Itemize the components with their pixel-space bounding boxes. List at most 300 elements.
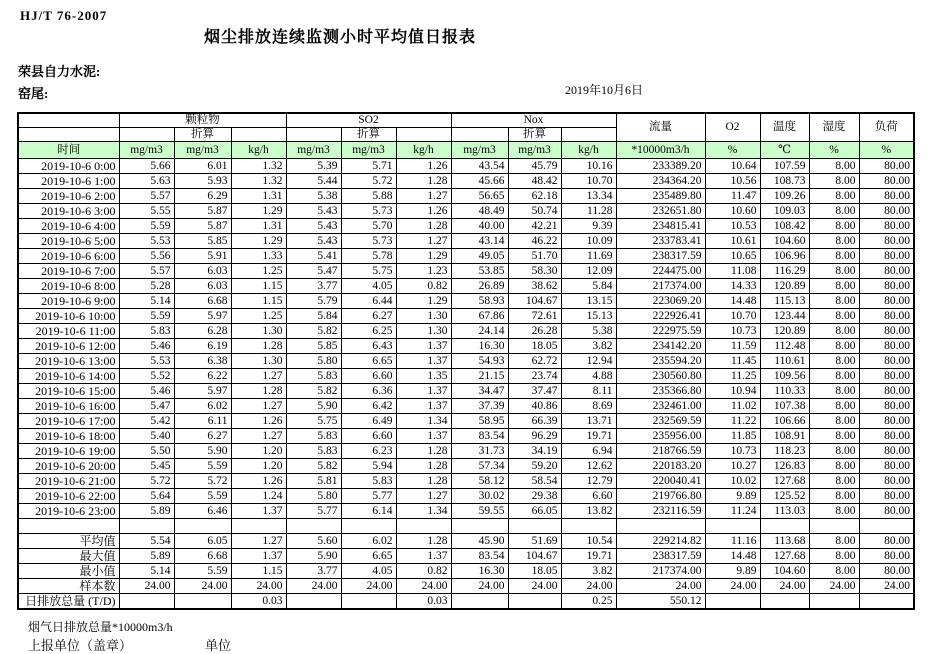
cell: 229214.82	[616, 534, 705, 549]
cell: 5.89	[119, 549, 174, 564]
cell: 230560.80	[616, 369, 705, 384]
cell: 8.00	[809, 459, 859, 474]
cell: 220040.41	[616, 474, 705, 489]
page-title: 烟尘排放连续监测小时平均值日报表	[204, 29, 477, 46]
cell: 1.37	[396, 354, 451, 369]
data-row	[18, 354, 914, 369]
cell: 10.61	[705, 234, 760, 249]
cell: 5.60	[286, 534, 341, 549]
cell: 5.85	[174, 234, 231, 249]
cell: 5.63	[119, 174, 174, 189]
row-label: 2019-10-6 19:00	[18, 444, 119, 459]
cell: 235366.80	[616, 384, 705, 399]
cell: 58.12	[451, 474, 508, 489]
cell: 1.25	[231, 309, 286, 324]
cell: 24.14	[451, 324, 508, 339]
empty-corner-cell	[18, 128, 119, 142]
cell: 5.73	[341, 234, 396, 249]
cell: 10.60	[705, 204, 760, 219]
cell: 14.48	[705, 549, 760, 564]
row-label: 样本数	[18, 579, 119, 594]
cell: 6.01	[174, 159, 231, 174]
unit-cell: mg/m3	[286, 142, 341, 159]
cell: 1.37	[231, 549, 286, 564]
row-label: 2019-10-6 10:00	[18, 309, 119, 324]
cell: 45.90	[451, 534, 508, 549]
col-group-particulate: 颗粒物	[119, 113, 286, 128]
cell: 6.94	[561, 444, 616, 459]
cell: 1.32	[231, 159, 286, 174]
report-date: 2019年10月6日	[565, 83, 644, 97]
cell: 5.83	[286, 444, 341, 459]
cell: 5.84	[286, 309, 341, 324]
cell: 5.42	[119, 414, 174, 429]
cell: 4.05	[341, 564, 396, 579]
cell: 127.68	[760, 474, 809, 489]
cell: 80.00	[859, 384, 914, 399]
cell: 6.28	[174, 324, 231, 339]
cell: 219766.80	[616, 489, 705, 504]
cell: 1.29	[396, 294, 451, 309]
cell: 5.90	[286, 399, 341, 414]
empty-cell	[561, 128, 616, 142]
cell: 235489.80	[616, 189, 705, 204]
row-label: 最小值	[18, 564, 119, 579]
data-row	[18, 249, 914, 264]
cell: 11.28	[561, 204, 616, 219]
cell: 5.89	[119, 504, 174, 519]
cell: 6.22	[174, 369, 231, 384]
cell: 1.27	[231, 429, 286, 444]
cell: 6.68	[174, 294, 231, 309]
cell: 6.60	[561, 489, 616, 504]
cell: 83.54	[451, 549, 508, 564]
cell: 96.29	[508, 429, 561, 444]
cell: 6.38	[174, 354, 231, 369]
data-row	[18, 444, 914, 459]
cell: 5.39	[286, 159, 341, 174]
cell: 109.03	[760, 204, 809, 219]
summary-row	[18, 534, 914, 549]
cell: 6.60	[341, 369, 396, 384]
cell: 8.00	[809, 249, 859, 264]
cell	[119, 594, 174, 610]
row-label: 2019-10-6 3:00	[18, 204, 119, 219]
cell: 80.00	[859, 294, 914, 309]
cell: 1.25	[231, 264, 286, 279]
cell: 10.70	[705, 309, 760, 324]
cell: 6.25	[341, 324, 396, 339]
cell: 1.37	[396, 384, 451, 399]
cell: 550.12	[616, 594, 705, 610]
cell: 13.71	[561, 414, 616, 429]
row-label: 平均值	[18, 534, 119, 549]
cell: 5.45	[119, 459, 174, 474]
cell: 6.49	[341, 414, 396, 429]
cell: 8.00	[809, 264, 859, 279]
cell: 13.82	[561, 504, 616, 519]
data-row	[18, 234, 914, 249]
unit-cell: mg/m3	[174, 142, 231, 159]
cell: 6.02	[341, 534, 396, 549]
unit-cell: kg/h	[561, 142, 616, 159]
cell: 1.34	[396, 414, 451, 429]
cell: 10.70	[561, 174, 616, 189]
cell: 5.94	[341, 459, 396, 474]
cell	[451, 519, 508, 534]
cell: 109.26	[760, 189, 809, 204]
cell: 10.65	[705, 249, 760, 264]
cell: 1.27	[396, 234, 451, 249]
cell: 59.55	[451, 504, 508, 519]
cell: 6.46	[174, 504, 231, 519]
cell: 1.28	[396, 474, 451, 489]
cell: 6.65	[341, 549, 396, 564]
cell: 10.02	[705, 474, 760, 489]
cell: 0.25	[561, 594, 616, 610]
unit-label: 单位	[205, 638, 232, 653]
unit-cell: %	[809, 142, 859, 159]
unit-cell: ℃	[760, 142, 809, 159]
cell: 1.15	[231, 279, 286, 294]
row-label: 2019-10-6 12:00	[18, 339, 119, 354]
emission-data-table	[17, 112, 915, 610]
row-label: 2019-10-6 14:00	[18, 369, 119, 384]
cell: 38.62	[508, 279, 561, 294]
cell: 34.19	[508, 444, 561, 459]
cell	[508, 594, 561, 610]
cell: 5.57	[119, 264, 174, 279]
cell: 10.53	[705, 219, 760, 234]
cell: 5.83	[341, 474, 396, 489]
cell: 8.00	[809, 354, 859, 369]
cell: 8.00	[809, 564, 859, 579]
cell: 1.29	[231, 234, 286, 249]
cell: 5.77	[286, 504, 341, 519]
cell: 8.00	[809, 174, 859, 189]
cell: 1.30	[396, 324, 451, 339]
cell: 232569.59	[616, 414, 705, 429]
cell: 66.39	[508, 414, 561, 429]
cell: 0.82	[396, 279, 451, 294]
cell: 104.67	[508, 549, 561, 564]
cell: 10.16	[561, 159, 616, 174]
cell: 11.24	[705, 504, 760, 519]
unit-cell: mg/m3	[508, 142, 561, 159]
cell: 6.03	[174, 264, 231, 279]
cell: 8.00	[809, 474, 859, 489]
cell	[396, 519, 451, 534]
cell: 1.37	[231, 504, 286, 519]
cell: 12.79	[561, 474, 616, 489]
data-row	[18, 204, 914, 219]
cell	[231, 519, 286, 534]
converted-label: 折算	[174, 128, 231, 142]
cell: 11.59	[705, 339, 760, 354]
cell: 220183.20	[616, 459, 705, 474]
cell: 1.34	[396, 504, 451, 519]
cell: 8.00	[809, 414, 859, 429]
cell: 24.00	[859, 579, 914, 594]
cell: 11.25	[705, 369, 760, 384]
row-label: 2019-10-6 17:00	[18, 414, 119, 429]
cell: 10.09	[561, 234, 616, 249]
cell: 5.97	[174, 309, 231, 324]
cell: 1.20	[231, 444, 286, 459]
cell: 12.09	[561, 264, 616, 279]
row-label: 2019-10-6 7:00	[18, 264, 119, 279]
unit-cell: mg/m3	[451, 142, 508, 159]
cell: 113.68	[760, 534, 809, 549]
cell: 5.41	[286, 249, 341, 264]
col-group-so2: SO2	[286, 113, 451, 128]
data-row	[18, 294, 914, 309]
cell: 10.64	[705, 159, 760, 174]
cell: 235956.00	[616, 429, 705, 444]
cell: 66.05	[508, 504, 561, 519]
cell: 51.70	[508, 249, 561, 264]
data-row	[18, 504, 914, 519]
cell: 6.19	[174, 339, 231, 354]
cell: 6.27	[174, 429, 231, 444]
data-row	[18, 459, 914, 474]
cell: 45.66	[451, 174, 508, 189]
cell: 24.00	[231, 579, 286, 594]
cell: 1.24	[231, 489, 286, 504]
cell: 5.81	[286, 474, 341, 489]
cell	[508, 519, 561, 534]
cell: 222975.59	[616, 324, 705, 339]
cell: 3.77	[286, 564, 341, 579]
cell: 233783.41	[616, 234, 705, 249]
cell: 5.91	[174, 249, 231, 264]
cell	[809, 594, 859, 610]
row-label: 2019-10-6 6:00	[18, 249, 119, 264]
cell: 232461.00	[616, 399, 705, 414]
cell: 80.00	[859, 234, 914, 249]
row-label: 2019-10-6 9:00	[18, 294, 119, 309]
cell	[341, 519, 396, 534]
cell: 80.00	[859, 249, 914, 264]
cell: 6.44	[341, 294, 396, 309]
cell: 5.75	[341, 264, 396, 279]
cell: 1.31	[231, 219, 286, 234]
cell: 1.28	[396, 444, 451, 459]
reporting-unit-label: 上报单位（盖章）	[28, 638, 133, 653]
cell: 6.42	[341, 399, 396, 414]
cell: 6.65	[341, 354, 396, 369]
cell: 26.89	[451, 279, 508, 294]
cell: 80.00	[859, 504, 914, 519]
table-body	[18, 159, 914, 610]
cell: 5.83	[119, 324, 174, 339]
data-row	[18, 264, 914, 279]
cell: 6.05	[174, 534, 231, 549]
cell: 80.00	[859, 354, 914, 369]
cell	[705, 594, 760, 610]
converted-label: 折算	[508, 128, 561, 142]
cell: 8.00	[809, 279, 859, 294]
time-column-header: 时间	[18, 142, 119, 159]
cell: 10.94	[705, 384, 760, 399]
cell: 10.27	[705, 459, 760, 474]
cell: 6.02	[174, 399, 231, 414]
flow-total-note: 烟气日排放总量*10000m3/h	[28, 620, 173, 634]
cell: 62.72	[508, 354, 561, 369]
cell: 107.38	[760, 399, 809, 414]
cell: 80.00	[859, 534, 914, 549]
cell: 106.96	[760, 249, 809, 264]
cell: 1.23	[396, 264, 451, 279]
cell: 1.28	[396, 459, 451, 474]
cell: 5.87	[174, 204, 231, 219]
cell: 14.33	[705, 279, 760, 294]
cell: 0.03	[231, 594, 286, 610]
cell: 223069.20	[616, 294, 705, 309]
cell: 1.37	[396, 339, 451, 354]
empty-cell	[119, 128, 174, 142]
cell: 80.00	[859, 189, 914, 204]
cell: 24.00	[119, 579, 174, 594]
cell: 80.00	[859, 204, 914, 219]
cell: 115.13	[760, 294, 809, 309]
cell: 120.89	[760, 279, 809, 294]
cell: 5.80	[286, 354, 341, 369]
cell: 9.89	[705, 489, 760, 504]
cell: 18.05	[508, 564, 561, 579]
col-header-o2: O2	[705, 113, 760, 142]
cell: 1.15	[231, 294, 286, 309]
cell: 48.49	[451, 204, 508, 219]
cell	[341, 594, 396, 610]
row-label	[18, 519, 119, 534]
cell: 1.32	[231, 174, 286, 189]
cell: 46.22	[508, 234, 561, 249]
cell: 80.00	[859, 414, 914, 429]
cell	[286, 519, 341, 534]
cell: 1.37	[396, 429, 451, 444]
cell: 224475.00	[616, 264, 705, 279]
cell: 6.27	[341, 309, 396, 324]
cell: 8.00	[809, 504, 859, 519]
cell: 1.20	[231, 459, 286, 474]
cell: 42.21	[508, 219, 561, 234]
cell: 1.27	[396, 189, 451, 204]
empty-cell	[451, 128, 508, 142]
cell: 5.28	[119, 279, 174, 294]
cell: 80.00	[859, 399, 914, 414]
row-label: 2019-10-6 15:00	[18, 384, 119, 399]
cell: 11.69	[561, 249, 616, 264]
cell: 0.03	[396, 594, 451, 610]
cell: 5.72	[174, 474, 231, 489]
row-label: 2019-10-6 11:00	[18, 324, 119, 339]
cell: 37.39	[451, 399, 508, 414]
cell: 5.43	[286, 219, 341, 234]
cell: 1.28	[396, 534, 451, 549]
cell: 8.00	[809, 384, 859, 399]
cell: 10.54	[561, 534, 616, 549]
cell: 37.47	[508, 384, 561, 399]
empty-cell	[396, 128, 451, 142]
unit-cell: %	[859, 142, 914, 159]
cell: 59.20	[508, 459, 561, 474]
cell: 11.47	[705, 189, 760, 204]
cell: 8.00	[809, 534, 859, 549]
cell: 80.00	[859, 324, 914, 339]
cell: 5.75	[286, 414, 341, 429]
cell: 5.72	[119, 474, 174, 489]
cell: 58.54	[508, 474, 561, 489]
data-row	[18, 339, 914, 354]
data-row	[18, 324, 914, 339]
cell: 5.79	[286, 294, 341, 309]
cell: 5.40	[119, 429, 174, 444]
summary-row	[18, 564, 914, 579]
cell: 217374.00	[616, 564, 705, 579]
cell: 110.61	[760, 354, 809, 369]
cell: 112.48	[760, 339, 809, 354]
cell: 5.88	[341, 189, 396, 204]
cell: 19.71	[561, 429, 616, 444]
cell: 1.26	[231, 474, 286, 489]
cell: 24.00	[760, 579, 809, 594]
cell: 9.89	[705, 564, 760, 579]
row-label: 最大值	[18, 549, 119, 564]
cell: 5.80	[286, 489, 341, 504]
cell: 6.29	[174, 189, 231, 204]
col-header-flow: 流量	[616, 113, 705, 142]
cell: 5.72	[341, 174, 396, 189]
cell: 5.59	[174, 489, 231, 504]
cell: 5.93	[174, 174, 231, 189]
unit-cell: kg/h	[396, 142, 451, 159]
cell: 1.28	[396, 219, 451, 234]
cell: 8.00	[809, 444, 859, 459]
cell: 118.23	[760, 444, 809, 459]
cell: 1.33	[231, 249, 286, 264]
monitor-point-label: 窑尾:	[18, 86, 49, 101]
data-row	[18, 369, 914, 384]
cell: 43.14	[451, 234, 508, 249]
data-row	[18, 474, 914, 489]
cell: 80.00	[859, 279, 914, 294]
cell: 5.47	[119, 399, 174, 414]
cell: 24.00	[341, 579, 396, 594]
data-row	[18, 429, 914, 444]
cell: 1.26	[396, 159, 451, 174]
unit-cell: %	[705, 142, 760, 159]
data-row	[18, 309, 914, 324]
empty-cell	[286, 128, 341, 142]
cell: 5.55	[119, 204, 174, 219]
cell: 238317.59	[616, 249, 705, 264]
cell: 109.56	[760, 369, 809, 384]
cell: 8.00	[809, 219, 859, 234]
cell	[859, 594, 914, 610]
summary-row	[18, 594, 914, 610]
cell	[616, 519, 705, 534]
cell: 5.83	[286, 429, 341, 444]
col-header-humidity: 湿度	[809, 113, 859, 142]
cell: 83.54	[451, 429, 508, 444]
cell: 8.00	[809, 399, 859, 414]
cell: 53.85	[451, 264, 508, 279]
cell: 8.00	[809, 489, 859, 504]
cell: 18.05	[508, 339, 561, 354]
empty-cell	[231, 128, 286, 142]
cell: 8.00	[809, 159, 859, 174]
